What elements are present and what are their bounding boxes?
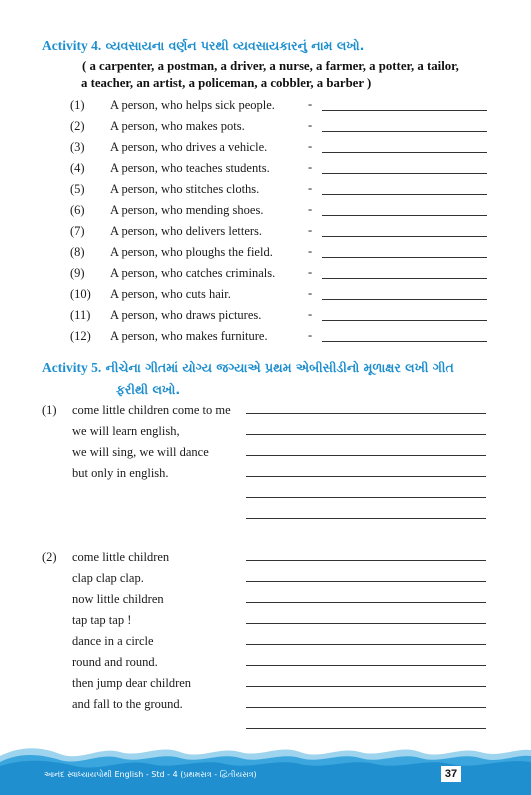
answer-line[interactable]: [246, 455, 486, 456]
answer-line[interactable]: [246, 665, 486, 666]
answer-line[interactable]: [322, 173, 487, 174]
question-text: A person, who draws pictures.: [110, 308, 262, 322]
options-line-1: ( a carpenter, a postman, a driver, a nurse, a farmer, a potter, a tailor,: [82, 59, 459, 73]
question-number: (8): [70, 245, 85, 259]
question-text: A person, who delivers letters.: [110, 224, 263, 238]
answer-line[interactable]: [322, 320, 487, 321]
footer-text: આનંદ સ્વાધ્યાયપોથી English - Std - 4 (પ્રથમસત્ર - દ્વિતીયસત્ર): [44, 770, 257, 779]
question-row: [0, 243, 531, 264]
answer-line[interactable]: [246, 497, 486, 498]
answer-line[interactable]: [246, 413, 486, 414]
question-dash: -: [308, 265, 313, 279]
question-row: [0, 96, 531, 117]
question-text: A person, who makes pots.: [110, 119, 245, 133]
answer-line[interactable]: [246, 476, 486, 477]
question-number: (9): [70, 266, 85, 280]
answer-line[interactable]: [322, 257, 487, 258]
answer-line[interactable]: [246, 644, 486, 645]
song-line: come little children: [72, 550, 170, 564]
activity-4-heading: [42, 38, 364, 54]
question-row: [0, 117, 531, 138]
question-number: (1): [70, 98, 85, 112]
question-dash: -: [308, 181, 313, 195]
question-text: A person, who drives a vehicle.: [110, 140, 268, 154]
answer-line[interactable]: [322, 152, 487, 153]
answer-line[interactable]: [246, 560, 486, 561]
question-number: (2): [70, 119, 85, 133]
question-number: (11): [70, 308, 91, 322]
song-line: clap clap clap.: [72, 571, 144, 585]
question-row: [0, 180, 531, 201]
answer-line[interactable]: [246, 707, 486, 708]
question-dash: -: [308, 202, 313, 216]
question-row: [0, 138, 531, 159]
question-dash: -: [308, 307, 313, 321]
question-text: A person, who helps sick people.: [110, 98, 275, 112]
song-1-number: (1): [42, 403, 57, 417]
song-line: but only in english.: [72, 466, 169, 480]
question-row: [0, 264, 531, 285]
question-text: A person, who teaches students.: [110, 161, 270, 175]
answer-line[interactable]: [322, 278, 487, 279]
question-dash: -: [308, 139, 313, 153]
question-text: A person, who ploughs the field.: [110, 245, 273, 259]
question-number: (6): [70, 203, 85, 217]
song-line: we will learn english,: [72, 424, 180, 438]
answer-line[interactable]: [246, 728, 486, 729]
answer-line[interactable]: [322, 299, 487, 300]
answer-line[interactable]: [246, 434, 486, 435]
question-text: A person, who makes furniture.: [110, 329, 268, 343]
song-line: now little children: [72, 592, 164, 606]
song-line: then jump dear children: [72, 676, 192, 690]
question-row: [0, 306, 531, 327]
answer-line[interactable]: [246, 623, 486, 624]
song-line: come little children come to me: [72, 403, 231, 417]
question-dash: -: [308, 160, 313, 174]
answer-line[interactable]: [322, 215, 487, 216]
answer-line[interactable]: [246, 518, 486, 519]
answer-line[interactable]: [322, 236, 487, 237]
song-line: we will sing, we will dance: [72, 445, 209, 459]
question-row: [0, 222, 531, 243]
question-number: (7): [70, 224, 85, 238]
song-2-number: (2): [42, 550, 57, 564]
activity-4-instruction: વ્યવસાયના વર્ણન પરથી વ્યવસાયકારનું નામ લખો.: [105, 38, 365, 53]
question-text: A person, who mending shoes.: [110, 203, 264, 217]
question-row: [0, 201, 531, 222]
question-row: [0, 327, 531, 348]
question-number: (4): [70, 161, 85, 175]
question-number: (12): [70, 329, 91, 343]
activity-5-instruction-line-1: નીચેના ગીતમાં યોગ્ય જગ્યાએ પ્રથમ એબીસીડીનો મૂળાક્ષર લખી ગીત: [105, 360, 454, 375]
song-line: dance in a circle: [72, 634, 154, 648]
answer-line[interactable]: [246, 602, 486, 603]
question-dash: -: [308, 223, 313, 237]
question-dash: -: [308, 328, 313, 342]
answer-line[interactable]: [322, 110, 487, 111]
question-number: (10): [70, 287, 91, 301]
page-number: 37: [441, 766, 461, 782]
question-text: A person, who catches criminals.: [110, 266, 276, 280]
song-line: tap tap tap !: [72, 613, 132, 627]
question-dash: -: [308, 286, 313, 300]
activity-5-label: Activity 5.: [42, 360, 102, 375]
question-dash: -: [308, 118, 313, 132]
options-box: [82, 58, 502, 92]
activity-5-instruction-line-2: ફરીથી લખો.: [116, 382, 181, 397]
activity-4-label: Activity 4.: [42, 38, 102, 53]
song-line: and fall to the ground.: [72, 697, 183, 711]
song-line: round and round.: [72, 655, 158, 669]
question-number: (3): [70, 140, 85, 154]
answer-line[interactable]: [322, 341, 487, 342]
question-number: (5): [70, 182, 85, 196]
answer-line[interactable]: [246, 686, 486, 687]
question-row: [0, 285, 531, 306]
question-text: A person, who cuts hair.: [110, 287, 231, 301]
activity-5-heading: [42, 360, 454, 376]
question-dash: -: [308, 244, 313, 258]
question-row: [0, 159, 531, 180]
answer-line[interactable]: [246, 581, 486, 582]
options-line-2: a teacher, an artist, a policeman, a cobbler, a barber ): [81, 76, 372, 90]
answer-line[interactable]: [322, 194, 487, 195]
answer-line[interactable]: [322, 131, 487, 132]
question-text: A person, who stitches cloths.: [110, 182, 260, 196]
question-dash: -: [308, 97, 313, 111]
